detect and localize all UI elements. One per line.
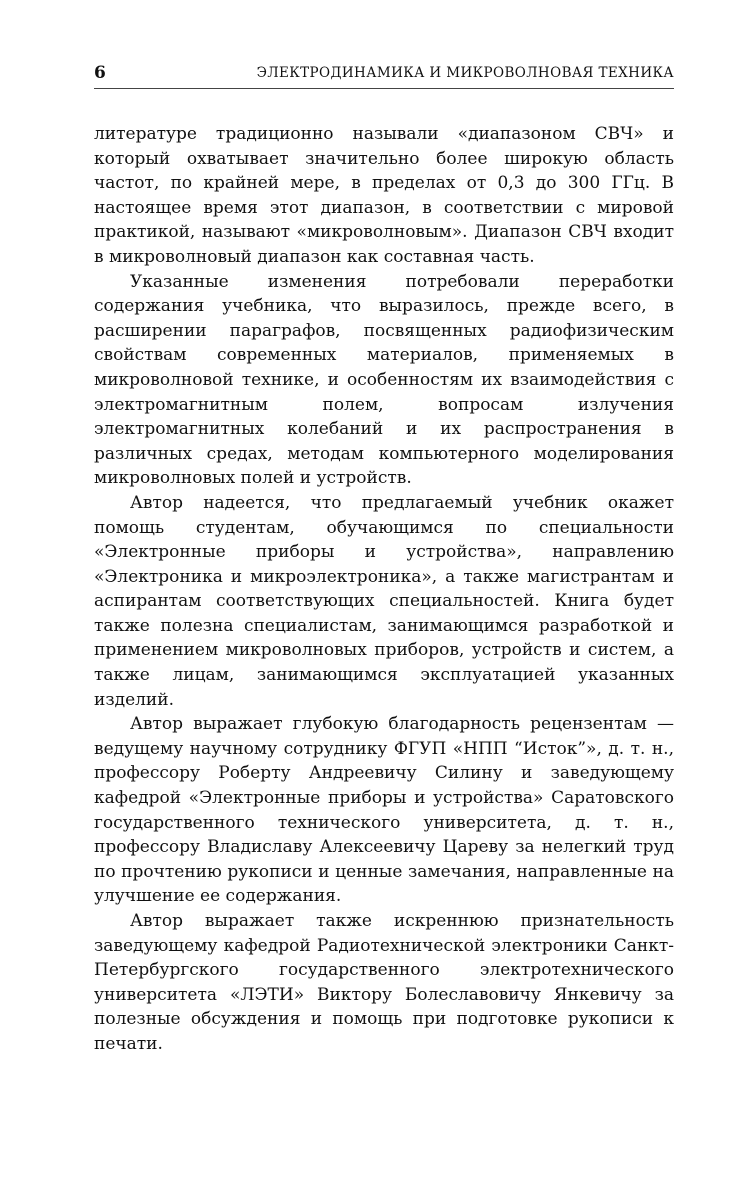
book-page	[94, 62, 674, 1057]
paragraph: Указанные изменения потребовали переработки содержания учебника, что выразилось, прежде всего, в расширении параграфов, посвященных радиофизическим свойствам современных материалов, применяемых в микроволновой технике, и особенностям их взаимодействия с электромагнитным полем, вопросам излучения электромагнитных колебаний и их распространения в различных средах, методам компьютерного моделирования микроволновых полей и устройств.	[94, 271, 674, 489]
running-header	[94, 62, 674, 89]
page-number: 6	[94, 63, 106, 83]
paragraph: Автор выражает глубокую благодарность рецензентам — ведущему научному сотруднику ФГУП «НПП “Исток”», д. т. н., профессору Роберту Андреевичу Силину и заведующему кафедрой «Электронные приборы и устройства» Саратовского государственного технического университета, д. т. н., профессору Владиславу Алексеевичу Цареву за нелегкий труд по прочтению рукописи и ценные замечания, направленные на улучшение ее содержания.	[94, 714, 674, 907]
paragraph: Автор выражает также искреннюю признательность заведующему кафедрой Радиотехнической электроники Санкт-Петербургского государственного электротехнического университета «ЛЭТИ» Виктору Болеславовичу Янкевичу за полезные обсуждения и помощь при подготовке рукописи к печати.	[94, 911, 674, 1054]
paragraph-continued: литературе традиционно называли «диапазоном СВЧ» и который охватывает значительно более широкую область частот, по крайней мере, в пределах от 0,3 до 300 ГГц. В настоящее время этот диапазон, в соответствии с мировой практикой, называют «микроволновым». Диапазон СВЧ входит в микроволновый диапазон как составная часть.	[94, 124, 674, 267]
running-title: ЭЛЕКТРОДИНАМИКА И МИКРОВОЛНОВАЯ ТЕХНИКА	[256, 65, 674, 81]
body-text	[94, 122, 674, 1057]
paragraph: Автор надеется, что предлагаемый учебник окажет помощь студентам, обучающимся по специальности «Электронные приборы и устройства», направлению «Электроника и микроэлектроника», а также магистрантам и аспирантам соответствующих специальностей. Книга будет также полезна специалистам, занимающимся разработкой и применением микроволновых приборов, устройств и систем, а также лицам, занимающимся эксплуатацией указанных изделий.	[94, 492, 674, 710]
